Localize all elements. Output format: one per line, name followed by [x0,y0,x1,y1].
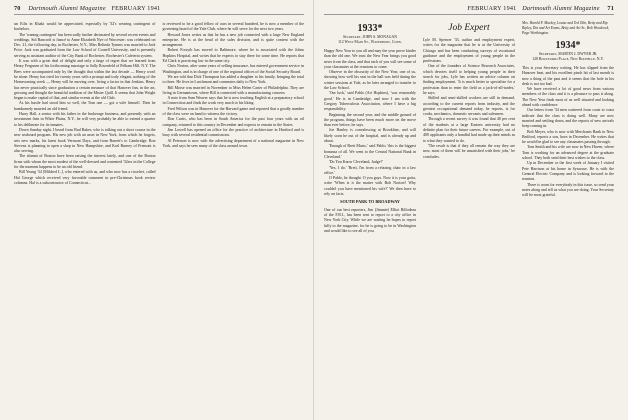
right-issue-date: FEBRUARY 1941 [467,5,517,12]
class-1934-preface: Mrs. Harold F. Mackey, Louise and Ted Olin, Betty and Rip Ripley, Dot and Art Evans, Betty and Art Sr., Bob Woodcock, Page Worthington. [522,21,610,35]
left-magazine-title: Dartmouth Alumni Magazine [28,5,106,12]
body-paragraph: It was with a great deal of delight and only a tinge of regret that we learned from Henry Fergusen of his forthcoming marriage to Sally Rosenfeld of Pelham Hill, N.Y. The Bees were accompanied only by the thought that within the last decade — Henry won't be alone. Henry has tried for twenty years with a prompt and truly elegant, nothing of the Homecoming week — Henry will be moving over, living a factor in that Jenkins. Henry has never practically since graduation a certain measure of that Hanover Inn, in the art, growing and thought the beautiful tradition of the Mister Quill. It seems that John Wright began to make capital of that, and similar events at the old Club. [14,58,156,101]
body-paragraph: Jim Lowell has opened an office for the practice of architecture in Hartford and is busy with several residential commissions. [162,126,304,138]
left-issue-date: FEBRUARY 1941 [111,5,161,12]
body-paragraph: Al Peterson is now with the advertising department of a national magazine in New York, and says he sees many of the class around town. [162,137,304,148]
body-paragraph: Observe in the obscurity of the New Year, one of us, showing how well his seat in the hall was held during the winter sessions at Yale, as he later arranged to transfer to the Law School. [324,69,416,91]
body-paragraph: The 'waning contingent' has been sadly further decimated by several recent events and weddings. Sid Bancroft is fiancé to Anne Elizabeth Nye of Worcester; was celebrated on Dec. 21, the following day, in Rochester, N.Y., Miss Belinda Tymms was married to Jack Price. Jack was graduated from the Law School of Cornell University, and is presently serving as assistant auditor of the City Bank of Rochester, Rochester's Cafeteria system. [14,31,156,58]
class-1934-heading: 1934* [555,40,581,51]
body-paragraph: A note from Sam Weaver says that he is now teaching English at a preparatory school in Connecticut and finds the work very much to his liking. [162,95,304,106]
body-paragraph: One of our best reporters, Jim (Jimmie) Elliot Billodeau of the F.B.I., has been sent to report to a city office in New York City. While we are waiting he hopes to report fully to the magazine, for he is going to be in Washington and would like to see all of you. [324,206,416,233]
body-paragraph: One of the founders of Science Research Associates, which devotes itself to helping young people in their search for jobs, Lyle has written an advice column on finding employment. 'It is much better to specialize for a profession than to enter the field as a jack-of-all-trades,' he says. [423,63,515,95]
body-paragraph: Up in December or the first week of January I visited Pete Harrison at his home in Syracuse. He is with the General Electric Company and is looking forward to the reunion. [522,160,614,182]
body-paragraph: Through a recent survey it was found that 40 per cent of the students at a large Eastern university had no definite plan for their future careers. For example, out of 400 applicants only a handful had made up their minds as to what they wanted to do. [423,116,515,143]
body-paragraph: Joe Hanley is convalescing at Brookline, and will likely soon be out of the hospital, and is already up and about. [324,127,416,144]
right-columns [324,21,614,419]
body-paragraph: We have received a lot of good news from various members of the class and it is a pleasure to pass it along. The New Year finds most of us well situated and looking ahead with confidence. [522,86,614,108]
right-page [314,0,628,420]
body-paragraph: Fred Wilson was in Hanover for the Harvard game and reported that a goodly number of the class were on hand to witness the victory. [162,105,304,117]
body-paragraph: is reviewed to be a good fellow of ours in several hundred, he is now a member of the governing board of the Yale Club, where he will serve for the next two years. [162,21,304,32]
right-column-2 [423,21,515,419]
left-column-2 [163,21,305,419]
body-paragraph: 'Do You Know Cleveland, Judge?' [329,159,383,165]
body-paragraph: The alumni of Boston have been raising the interest lately, and one of the Boston firms with whom the most modest of the well-dressed and contented '32ers in the College for the moment happens to be an old friend. [14,153,156,170]
right-column-3 [522,21,614,419]
left-page-header [14,4,304,15]
class-1934-address: 128 Boulevard Place, New Rochelle, N.Y. [532,57,604,61]
body-paragraph: Skilled and semi-skilled workers are still in demand, according to the current reports from industry, and the greatest occupational demand today, he reports, is for cooks, mechanics, domestic servants and salesmen. [423,95,515,117]
job-expert-heading: Job Expert [448,23,490,33]
class-1933-address: 112 West Main St., Waterbury, Conn. [338,40,402,44]
body-paragraph: There is room for everybody in this issue, so send your notes along and tell us what you are doing. Your Secretary will be most grateful. [522,181,614,198]
body-paragraph: Down Sunday night, I heard from Bud Baker, who is talking out a short course in the new seaboard program. His new job with an asset in New York, from which he forgets, sets new marks, his latest book Vermont Days, and from Barrett's to Cambridge. Ron Stevens is planning to open a shop in New Hampshire, and Karl Burney of Fremont is also serving. [14,126,156,154]
body-paragraph: We are told that Dick Thompson has added a daughter to his family, bringing the total to three. He lives in Larchmont and commutes daily to New York. [162,73,304,85]
left-page-number: 70 [14,5,21,12]
body-paragraph: Harry Hall, a senior with his father in the brokerage business, and presently with an investment firm in White Plains, N.Y., he will very probably be able to extend a quarter to his deliberate for its inmates. [14,111,156,127]
right-magazine-title: Dartmouth Alumni Magazine [522,5,600,12]
body-paragraph: un Eilis in Khaki would be appreciated, especially by '32's wearing contingent of bachelors. [14,21,156,32]
body-paragraph: Bill Morse was married in November to Miss Helen Carter of Philadelphia. They are living in Germantown, where Bill is connected with a manufacturing concern. [162,84,304,95]
class-1934-secretary: Secretary, MARTIN J. DWYER JR. [538,52,598,56]
body-paragraph: Chris Norton, after some years of selling insurance, has entered government service in Washington, and is in charge of one of the regional offices of the Social Security Board. [162,63,304,74]
body-paragraph: This is your Secretary writing. He has slipped from the Hanover beat, and his excellent pinch hit of last month is now a thing of the past and it seems that the hole in his desk is not too bad. [522,65,614,86]
body-paragraph: 'Our luck,' said Pablo (Art Hopkins), 'was reasonably good.' He is in Cambridge, and now I am with the Gregory Tuberculosis Association, where I have a big responsibility. [324,90,416,112]
class-1933-secretary: Secretary, JOHN S. MONAGAN [343,35,397,39]
body-paragraph: O Pablo, he thought. O you guys. Now it is your gotta, write 'When is it the matter with Bob Norton? Why couldn't you have mentioned his wife?' We then have to rely on facts. [324,175,416,197]
body-paragraph: 'Yes, I do.' 'Brett, I'm from a relaxing chair in a law office.' [324,164,416,175]
body-paragraph: Lyle M. Spencer '33, author and employment expert, writes for the magazine that he is at the University of Chicago and has been conducting surveys of vocational guidance and the employment of young people in the professions. [423,37,515,64]
body-paragraph: Happy New Year to you all and may the year prove kinder than the old one. We trust the New Year brings you good news from the class, and that each of you will see some of your classmates at the reunions to come. [324,48,416,69]
body-paragraph: Don Curtis, who has been in South America for the past four years with an oil company, returned to this country in December and expects to remain in the States. [162,116,304,127]
body-paragraph: As his hustle had stood him so well, the Tom one — got a wife himself. Then he handsomely married an old friend. [14,100,156,111]
body-paragraph: 'The result is that if they all remain the way they are now, most of them will be unsatisfied with their jobs,' he concludes. [423,142,515,159]
body-paragraph: 'Enough of Brett Music,' said Pablo, 'this is the biggest bonanza of all. We went to the Central National Bank in Cleveland.' [324,143,416,159]
body-paragraph: Our letters from '34 men scattered from coast to coast indicate that the class is doing well. Many are now married and settling down, and the reports of new arrivals keep coming in. [522,107,614,129]
right-page-number: 71 [607,5,614,12]
body-paragraph: Robert Forsyth has moved to Baltimore, where he is associated with the Johns Hopkins Hospital, and writes that he expects to stay there for some time. He reports that Ed Clark is practicing law in the same city. [162,47,304,64]
class-1933-heading: 1933* [357,23,383,34]
body-paragraph: Beginning the second year, and the middle ground of the program, things have been much more on the move than ever before, he says. [324,111,416,128]
right-column-1 [324,21,416,419]
body-paragraph: Bill Yeung '34 [Mildred L.], who entered with us, and who now has a ricochet, called Hal George which received very favorable comment in pre-Christmas book review columns. Hal is a subcontractor of Connecticut... [14,169,156,185]
body-paragraph: Bob Meyer, who is now with Merchants Bank in New Bedford, reports a son, born in December. He writes that he would be glad to see any classmates passing through. [522,128,614,145]
body-paragraph: Howard Jones writes us that he has a new job connected with a large New England enterprise. He is at the head of the sales division, and is quite content with the arrangement. [162,31,304,48]
right-page-header [324,4,614,15]
body-paragraph: Tom Smith and his wife are now in New Haven, where Tom is working for an advanced degree at the graduate school. They both send their best wishes to the class. [522,144,614,161]
left-column-1 [14,21,156,419]
left-columns [14,21,304,419]
section-subhead: SOUTH PARK TO BROADWAY [340,199,400,205]
